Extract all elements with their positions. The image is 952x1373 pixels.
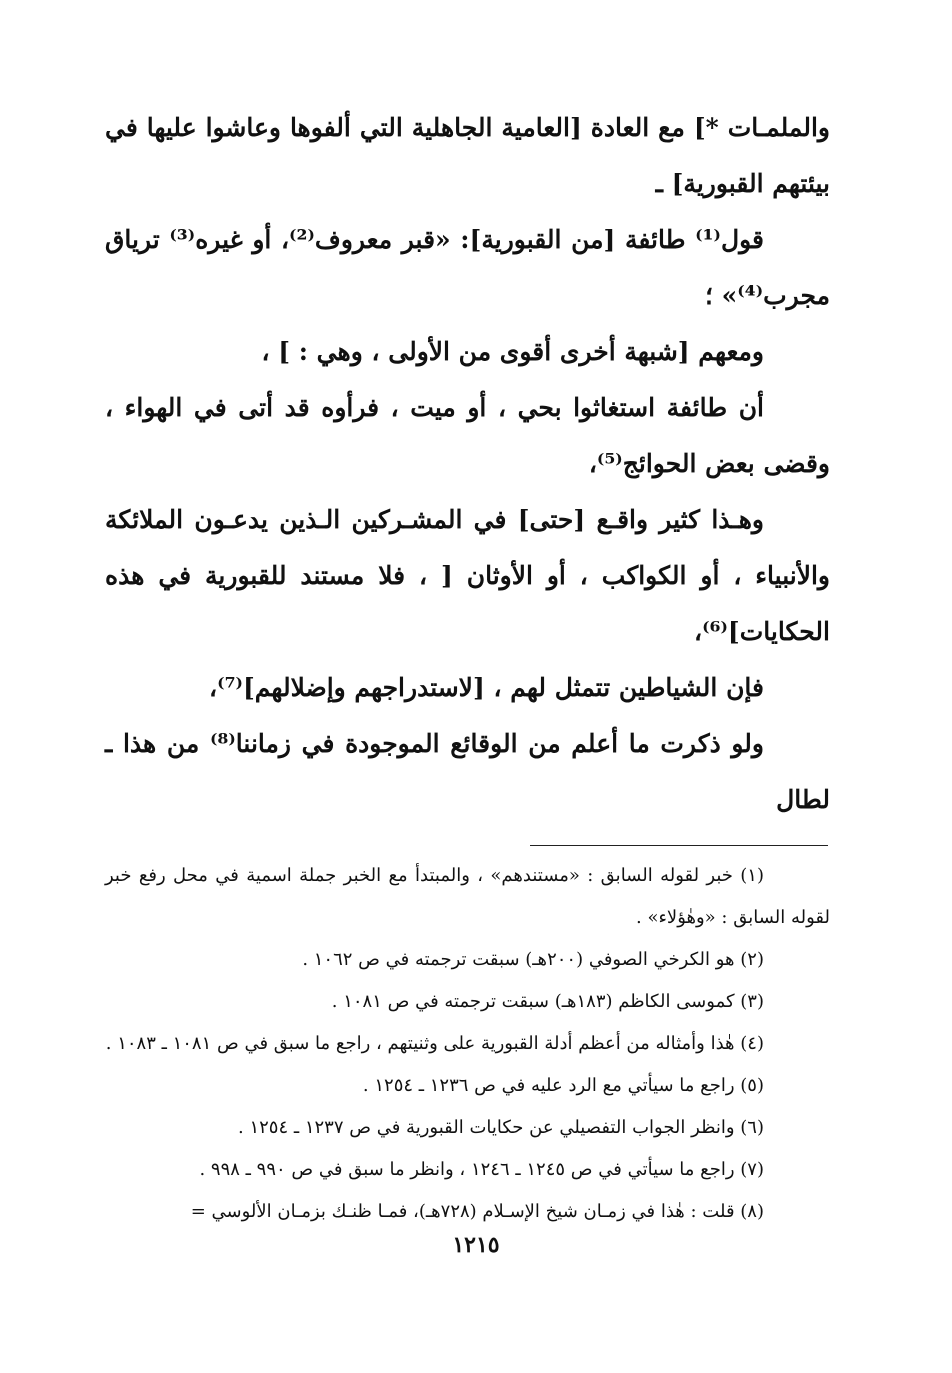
main-text (105, 100, 830, 828)
footnotes (105, 855, 830, 1233)
footnote-2: (٢) هو الكرخي الصوفي (٢٠٠هـ) سبقت ترجمته في ص ١٠٦٢ . (302, 949, 764, 970)
footnote-4: (٤) هٰذا وأمثاله من أعظم أدلة القبورية على وثنيتهم ، راجع ما سبق في ص ١٠٨١ ـ ١٠٨٣ . (105, 1033, 764, 1054)
page-number: ١٢١٥ (452, 1232, 500, 1258)
footnote-8: (٨) قلت : هٰذا في زمـان شيخ الإسـلام (٧٢٨هـ)، فمـا ظنـك بزمـان الألوسي = (190, 1201, 764, 1222)
footnote-3: (٣) كموسى الكاظم (١٨٣هـ) سبقت ترجمته في ص ١٠٨١ . (331, 991, 764, 1012)
footnote-1: (١) خبر لقوله السابق : «مستندهم» ، والمبتدأ مع الخبر جملة اسمية في محل رفع خبر لقوله السابق : «وهٰؤلاء» . (105, 865, 830, 928)
footnote-6: (٦) وانظر الجواب التفصيلي عن حكايات القبورية في ص ١٢٣٧ ـ ١٢٥٤ . (238, 1117, 764, 1138)
paragraph-7: ولو ذكرت ما أعلم من الوقائع الموجودة في زماننا⁽⁸⁾ من هذا ـ لطال (105, 729, 830, 814)
paragraph-5: وهـذا كثير واقـع [حتى] في المشـركين الـذين يدعـون الملائكة والأنبياء ، أو الكواكب ، أو الأوثان [ ، فلا مستند للقبورية في هذه الحكايات]⁽⁶⁾، (105, 505, 830, 646)
footnote-7: (٧) راجع ما سيأتي في ص ١٢٤٥ ـ ١٢٤٦ ، وانظر ما سبق في ص ٩٩٠ ـ ٩٩٨ . (199, 1159, 764, 1180)
footnote-5: (٥) راجع ما سيأتي مع الرد عليه في ص ١٢٣٦ ـ ١٢٥٤ . (362, 1075, 764, 1096)
page-body (105, 100, 830, 1222)
paragraph-6: فإن الشياطين تتمثل لهم ، [لاستدراجهم وإضلالهم]⁽⁷⁾، (209, 673, 764, 702)
paragraph-2: قول⁽¹⁾ طائفة [من القبورية]: «قبر معروف⁽²⁾، أو غيره⁽³⁾ ترياق مجرب⁽⁴⁾» ؛ (105, 225, 830, 310)
footnote-divider (530, 845, 828, 846)
paragraph-1: والملمـات *] مع العادة [العامية الجاهلية التي ألفوها وعاشوا عليها في بيئتهم القبورية] ـ (105, 113, 830, 198)
paragraph-4: أن طائفة استغاثوا بحي ، أو ميت ، فرأوه قد أتى في الهواء ، وقضى بعض الحوائج⁽⁵⁾، (105, 393, 830, 478)
paragraph-3: ومعهم [شبهة أخرى أقوى من الأولى ، وهي : ] ، (261, 337, 764, 366)
